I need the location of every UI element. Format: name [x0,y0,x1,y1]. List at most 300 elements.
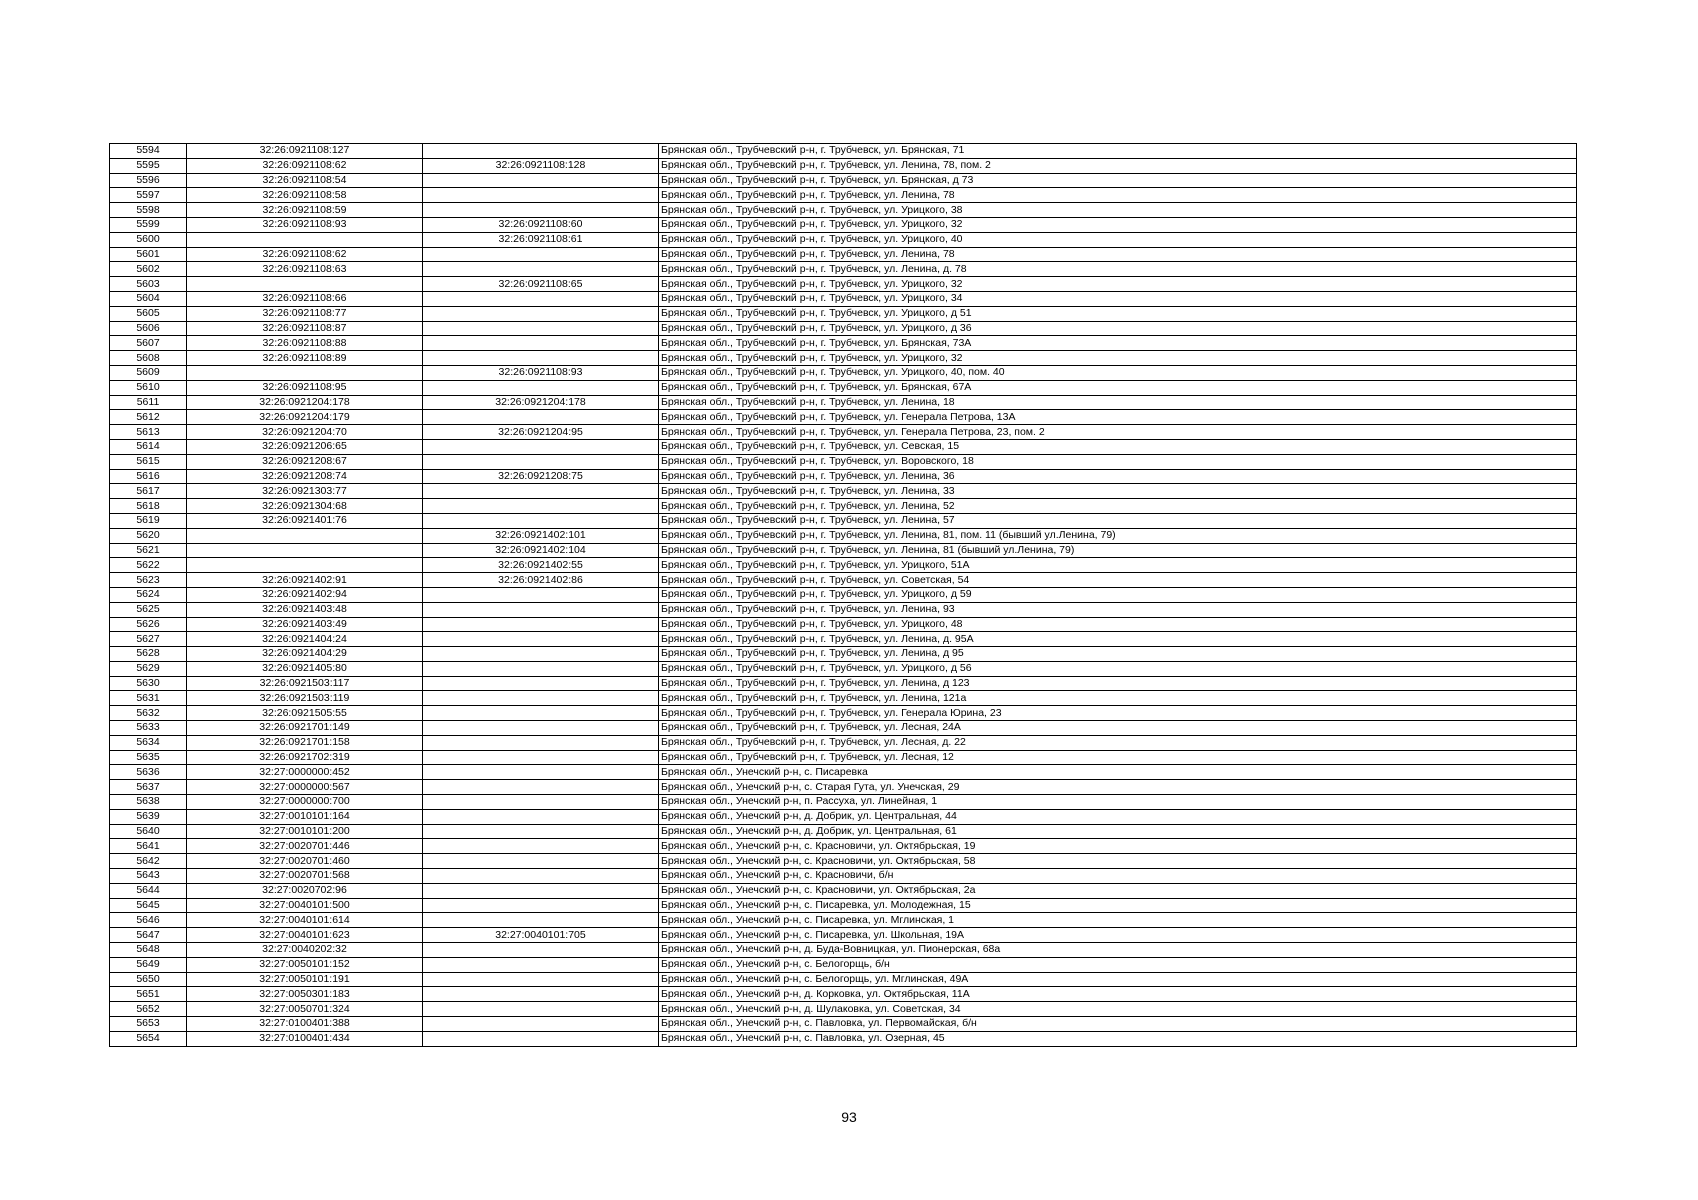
row-number-cell: 5631 [110,691,187,706]
address-cell: Брянская обл., Унечский р-н, с. Писаревка, ул. Школьная, 19А [659,928,1577,943]
related-number-cell [423,587,659,602]
row-number-cell: 5643 [110,869,187,884]
related-number-cell [423,647,659,662]
table-row [110,484,1577,499]
address-cell: Брянская обл., Унечский р-н, с. Белогорщь, б/н [659,957,1577,972]
related-number-cell [423,676,659,691]
related-number-cell [423,943,659,958]
row-number-cell: 5601 [110,247,187,262]
table-row [110,291,1577,306]
related-number-cell [423,336,659,351]
related-number-cell: 32:26:0921402:86 [423,573,659,588]
cadastral-number-cell: 32:26:0921108:59 [187,203,423,218]
table-row [110,336,1577,351]
table-row [110,365,1577,380]
table-row [110,380,1577,395]
cadastral-number-cell: 32:26:0921208:74 [187,469,423,484]
address-cell: Брянская обл., Трубчевский р-н, г. Трубчевск, ул. Урицкого, 40 [659,232,1577,247]
row-number-cell: 5596 [110,173,187,188]
row-number-cell: 5627 [110,632,187,647]
cadastral-number-cell: 32:26:0921701:149 [187,721,423,736]
address-cell: Брянская обл., Трубчевский р-н, г. Трубчевск, ул. Урицкого, д 56 [659,661,1577,676]
cadastral-number-cell: 32:26:0921108:127 [187,144,423,159]
row-number-cell: 5633 [110,721,187,736]
table-row [110,632,1577,647]
cadastral-number-cell: 32:26:0921108:89 [187,351,423,366]
related-number-cell: 32:26:0921108:128 [423,158,659,173]
address-cell: Брянская обл., Трубчевский р-н, г. Трубчевск, ул. Ленина, 57 [659,513,1577,528]
row-number-cell: 5641 [110,839,187,854]
row-number-cell: 5644 [110,883,187,898]
cadastral-number-cell: 32:26:0921404:29 [187,647,423,662]
related-number-cell [423,513,659,528]
address-cell: Брянская обл., Унечский р-н, с. Белогорщь, ул. Мглинская, 49А [659,972,1577,987]
cadastral-number-cell: 32:26:0921403:48 [187,602,423,617]
cadastral-number-cell: 32:27:0000000:567 [187,780,423,795]
cadastral-number-cell [187,543,423,558]
row-number-cell: 5600 [110,232,187,247]
related-number-cell [423,869,659,884]
address-cell: Брянская обл., Трубчевский р-н, г. Трубчевск, ул. Лесная, д. 22 [659,735,1577,750]
related-number-cell [423,454,659,469]
address-cell: Брянская обл., Унечский р-н, с. Красновичи, ул. Октябрьская, 58 [659,854,1577,869]
address-cell: Брянская обл., Трубчевский р-н, г. Трубчевск, ул. Урицкого, д 51 [659,306,1577,321]
related-number-cell [423,321,659,336]
related-number-cell [423,750,659,765]
cadastral-number-cell: 32:26:0921108:95 [187,380,423,395]
cadastral-number-cell: 32:27:0100401:434 [187,1031,423,1046]
table-row [110,573,1577,588]
related-number-cell [423,795,659,810]
table-row [110,513,1577,528]
cadastral-number-cell: 32:26:0921401:76 [187,513,423,528]
table-row [110,439,1577,454]
row-number-cell: 5623 [110,573,187,588]
address-cell: Брянская обл., Трубчевский р-н, г. Трубчевск, ул. Ленина, 81 (бывший ул.Ленина, 79) [659,543,1577,558]
related-number-cell [423,913,659,928]
address-cell: Брянская обл., Унечский р-н, с. Павловка, ул. Озерная, 45 [659,1031,1577,1046]
table-row [110,706,1577,721]
related-number-cell [423,602,659,617]
table-row [110,528,1577,543]
address-cell: Брянская обл., Трубчевский р-н, г. Трубчевск, ул. Урицкого, 34 [659,291,1577,306]
address-cell: Брянская обл., Трубчевский р-н, г. Трубчевск, ул. Урицкого, 32 [659,217,1577,232]
cadastral-number-cell: 32:27:0050101:191 [187,972,423,987]
related-number-cell [423,1031,659,1046]
table-row [110,647,1577,662]
cadastral-number-cell: 32:26:0921108:88 [187,336,423,351]
table-row [110,558,1577,573]
related-number-cell [423,262,659,277]
related-number-cell [423,809,659,824]
row-number-cell: 5617 [110,484,187,499]
table-row [110,587,1577,602]
table-row [110,765,1577,780]
row-number-cell: 5650 [110,972,187,987]
address-cell: Брянская обл., Унечский р-н, с. Писаревка [659,765,1577,780]
related-number-cell [423,765,659,780]
row-number-cell: 5645 [110,898,187,913]
table-row [110,499,1577,514]
cadastral-number-cell: 32:26:0921402:91 [187,573,423,588]
row-number-cell: 5647 [110,928,187,943]
cadastral-number-cell: 32:26:0921204:70 [187,425,423,440]
row-number-cell: 5629 [110,661,187,676]
row-number-cell: 5616 [110,469,187,484]
row-number-cell: 5637 [110,780,187,795]
cadastral-number-cell: 32:26:0921402:94 [187,587,423,602]
row-number-cell: 5653 [110,1017,187,1032]
cadastral-number-cell: 32:26:0921503:117 [187,676,423,691]
table-row [110,543,1577,558]
table-row [110,898,1577,913]
address-cell: Брянская обл., Трубчевский р-н, г. Трубчевск, ул. Ленина, 78 [659,247,1577,262]
row-number-cell: 5614 [110,439,187,454]
address-cell: Брянская обл., Трубчевский р-н, г. Трубчевск, ул. Ленина, 36 [659,469,1577,484]
table-row [110,203,1577,218]
cadastral-number-cell: 32:26:0921702:319 [187,750,423,765]
row-number-cell: 5603 [110,277,187,292]
address-cell: Брянская обл., Трубчевский р-н, г. Трубчевск, ул. Лесная, 12 [659,750,1577,765]
cadastral-number-cell: 32:26:0921204:179 [187,410,423,425]
row-number-cell: 5646 [110,913,187,928]
row-number-cell: 5649 [110,957,187,972]
row-number-cell: 5654 [110,1031,187,1046]
table-row [110,661,1577,676]
table-body [110,144,1577,1047]
address-cell: Брянская обл., Трубчевский р-н, г. Трубчевск, ул. Севская, 15 [659,439,1577,454]
row-number-cell: 5619 [110,513,187,528]
table-row [110,217,1577,232]
address-cell: Брянская обл., Унечский р-н, с. Красновичи, б/н [659,869,1577,884]
cadastral-number-cell: 32:26:0921405:80 [187,661,423,676]
table-row [110,469,1577,484]
address-cell: Брянская обл., Трубчевский р-н, г. Трубчевск, ул. Урицкого, 51А [659,558,1577,573]
table-row [110,913,1577,928]
table-row [110,158,1577,173]
related-number-cell: 32:26:0921108:61 [423,232,659,247]
page-number: 93 [841,1109,857,1125]
cadastral-number-cell [187,365,423,380]
table-row [110,928,1577,943]
related-number-cell [423,691,659,706]
cadastral-number-cell: 32:26:0921108:77 [187,306,423,321]
table-row [110,883,1577,898]
address-cell: Брянская обл., Трубчевский р-н, г. Трубчевск, ул. Ленина, 81, пом. 11 (бывший ул.Ленина, 79) [659,528,1577,543]
related-number-cell [423,706,659,721]
related-number-cell [423,306,659,321]
address-cell: Брянская обл., Трубчевский р-н, г. Трубчевск, ул. Брянская, 73А [659,336,1577,351]
cadastral-number-cell [187,277,423,292]
address-cell: Брянская обл., Трубчевский р-н, г. Трубчевск, ул. Советская, 54 [659,573,1577,588]
related-number-cell [423,661,659,676]
table-row [110,721,1577,736]
related-number-cell: 32:26:0921204:178 [423,395,659,410]
row-number-cell: 5608 [110,351,187,366]
related-number-cell [423,499,659,514]
table-row [110,972,1577,987]
cadastral-number-cell: 32:27:0040101:614 [187,913,423,928]
address-cell: Брянская обл., Трубчевский р-н, г. Трубчевск, ул. Урицкого, 38 [659,203,1577,218]
cadastral-table [109,143,1577,1047]
address-cell: Брянская обл., Трубчевский р-н, г. Трубчевск, ул. Ленина, 78, пом. 2 [659,158,1577,173]
related-number-cell [423,1002,659,1017]
row-number-cell: 5621 [110,543,187,558]
table-row [110,750,1577,765]
table-row [110,1017,1577,1032]
related-number-cell: 32:26:0921402:55 [423,558,659,573]
table-row [110,869,1577,884]
cadastral-number-cell: 32:26:0921108:87 [187,321,423,336]
related-number-cell [423,410,659,425]
row-number-cell: 5609 [110,365,187,380]
related-number-cell [423,854,659,869]
cadastral-number-cell [187,528,423,543]
related-number-cell [423,617,659,632]
cadastral-number-cell: 32:27:0020702:96 [187,883,423,898]
cadastral-number-cell: 32:26:0921108:62 [187,247,423,262]
row-number-cell: 5620 [110,528,187,543]
cadastral-number-cell: 32:27:0040101:623 [187,928,423,943]
address-cell: Брянская обл., Трубчевский р-н, г. Трубчевск, ул. Урицкого, д 59 [659,587,1577,602]
row-number-cell: 5635 [110,750,187,765]
address-cell: Брянская обл., Трубчевский р-н, г. Трубчевск, ул. Ленина, д. 78 [659,262,1577,277]
cadastral-number-cell: 32:27:0050701:324 [187,1002,423,1017]
table-row [110,306,1577,321]
related-number-cell [423,484,659,499]
related-number-cell [423,721,659,736]
related-number-cell: 32:27:0040101:705 [423,928,659,943]
row-number-cell: 5611 [110,395,187,410]
related-number-cell [423,824,659,839]
row-number-cell: 5648 [110,943,187,958]
related-number-cell [423,632,659,647]
table-row [110,617,1577,632]
table-row [110,144,1577,159]
cadastral-number-cell: 32:27:0020701:460 [187,854,423,869]
row-number-cell: 5630 [110,676,187,691]
table-row [110,277,1577,292]
row-number-cell: 5634 [110,735,187,750]
cadastral-number-cell: 32:26:0921108:62 [187,158,423,173]
related-number-cell [423,1017,659,1032]
row-number-cell: 5610 [110,380,187,395]
row-number-cell: 5636 [110,765,187,780]
cadastral-number-cell: 32:27:0010101:200 [187,824,423,839]
address-cell: Брянская обл., Унечский р-н, с. Старая Гута, ул. Унечская, 29 [659,780,1577,795]
related-number-cell [423,439,659,454]
cadastral-number-cell: 32:26:0921303:77 [187,484,423,499]
row-number-cell: 5652 [110,1002,187,1017]
cadastral-number-cell: 32:26:0921403:49 [187,617,423,632]
cadastral-number-cell: 32:27:0020701:568 [187,869,423,884]
related-number-cell [423,780,659,795]
cadastral-number-cell [187,558,423,573]
cadastral-number-cell: 32:27:0000000:700 [187,795,423,810]
row-number-cell: 5613 [110,425,187,440]
row-number-cell: 5594 [110,144,187,159]
related-number-cell [423,735,659,750]
address-cell: Брянская обл., Трубчевский р-н, г. Трубчевск, ул. Ленина, 78 [659,188,1577,203]
related-number-cell: 32:26:0921108:65 [423,277,659,292]
row-number-cell: 5625 [110,602,187,617]
related-number-cell [423,173,659,188]
table-row [110,735,1577,750]
related-number-cell: 32:26:0921108:60 [423,217,659,232]
related-number-cell [423,839,659,854]
cadastral-number-cell: 32:27:0100401:388 [187,1017,423,1032]
table-row [110,188,1577,203]
table-row [110,987,1577,1002]
row-number-cell: 5607 [110,336,187,351]
related-number-cell [423,351,659,366]
address-cell: Брянская обл., Унечский р-н, с. Писаревка, ул. Мглинская, 1 [659,913,1577,928]
address-cell: Брянская обл., Трубчевский р-н, г. Трубчевск, ул. Брянская, 71 [659,144,1577,159]
related-number-cell: 32:26:0921208:75 [423,469,659,484]
table-row [110,780,1577,795]
table-row [110,232,1577,247]
address-cell: Брянская обл., Трубчевский р-н, г. Трубчевск, ул. Лесная, 24А [659,721,1577,736]
row-number-cell: 5618 [110,499,187,514]
address-cell: Брянская обл., Трубчевский р-н, г. Трубчевск, ул. Брянская, 67А [659,380,1577,395]
table-row [110,454,1577,469]
row-number-cell: 5628 [110,647,187,662]
cadastral-number-cell: 32:27:0020701:446 [187,839,423,854]
table-row [110,854,1577,869]
table-row [110,824,1577,839]
address-cell: Брянская обл., Унечский р-н, д. Добрик, ул. Центральная, 44 [659,809,1577,824]
table-row [110,1031,1577,1046]
address-cell: Брянская обл., Унечский р-н, д. Буда-Вовницкая, ул. Пионерская, 68а [659,943,1577,958]
table-row [110,351,1577,366]
cadastral-number-cell: 32:26:0921108:58 [187,188,423,203]
row-number-cell: 5651 [110,987,187,1002]
address-cell: Брянская обл., Трубчевский р-н, г. Трубчевск, ул. Урицкого, 40, пом. 40 [659,365,1577,380]
cadastral-number-cell: 32:26:0921208:67 [187,454,423,469]
address-cell: Брянская обл., Унечский р-н, с. Павловка, ул. Первомайская, б/н [659,1017,1577,1032]
table-row [110,395,1577,410]
address-cell: Брянская обл., Трубчевский р-н, г. Трубчевск, ул. Ленина, д. 95А [659,632,1577,647]
row-number-cell: 5632 [110,706,187,721]
address-cell: Брянская обл., Трубчевский р-н, г. Трубчевск, ул. Урицкого, 32 [659,351,1577,366]
address-cell: Брянская обл., Трубчевский р-н, г. Трубчевск, ул. Ленина, 121а [659,691,1577,706]
cadastral-number-cell: 32:27:0040202:32 [187,943,423,958]
row-number-cell: 5595 [110,158,187,173]
table-row [110,410,1577,425]
cadastral-number-cell: 32:26:0921108:93 [187,217,423,232]
row-number-cell: 5642 [110,854,187,869]
table-row [110,691,1577,706]
related-number-cell [423,987,659,1002]
address-cell: Брянская обл., Трубчевский р-н, г. Трубчевск, ул. Ленина, 33 [659,484,1577,499]
cadastral-number-cell: 32:26:0921206:65 [187,439,423,454]
related-number-cell: 32:26:0921204:95 [423,425,659,440]
address-cell: Брянская обл., Трубчевский р-н, г. Трубчевск, ул. Ленина, 52 [659,499,1577,514]
cadastral-number-cell: 32:26:0921503:119 [187,691,423,706]
row-number-cell: 5605 [110,306,187,321]
table-row [110,809,1577,824]
cadastral-number-cell: 32:26:0921108:54 [187,173,423,188]
row-number-cell: 5639 [110,809,187,824]
address-cell: Брянская обл., Унечский р-н, с. Красновичи, ул. Октябрьская, 2а [659,883,1577,898]
address-cell: Брянская обл., Унечский р-н, д. Добрик, ул. Центральная, 61 [659,824,1577,839]
related-number-cell [423,144,659,159]
address-cell: Брянская обл., Унечский р-н, с. Писаревка, ул. Молодежная, 15 [659,898,1577,913]
address-cell: Брянская обл., Унечский р-н, п. Рассуха, ул. Линейная, 1 [659,795,1577,810]
row-number-cell: 5604 [110,291,187,306]
cadastral-number-cell: 32:27:0010101:164 [187,809,423,824]
cadastral-number-cell: 32:27:0000000:452 [187,765,423,780]
related-number-cell [423,957,659,972]
cadastral-number-cell: 32:27:0050301:183 [187,987,423,1002]
cadastral-number-cell: 32:26:0921404:24 [187,632,423,647]
row-number-cell: 5640 [110,824,187,839]
related-number-cell [423,972,659,987]
table-row [110,957,1577,972]
row-number-cell: 5612 [110,410,187,425]
row-number-cell: 5598 [110,203,187,218]
address-cell: Брянская обл., Трубчевский р-н, г. Трубчевск, ул. Ленина, д 95 [659,647,1577,662]
cadastral-number-cell: 32:26:0921108:63 [187,262,423,277]
related-number-cell [423,247,659,262]
cadastral-number-cell: 32:27:0040101:500 [187,898,423,913]
table-row [110,173,1577,188]
cadastral-number-cell: 32:26:0921204:178 [187,395,423,410]
address-cell: Брянская обл., Трубчевский р-н, г. Трубчевск, ул. Брянская, д 73 [659,173,1577,188]
row-number-cell: 5615 [110,454,187,469]
table-row [110,1002,1577,1017]
table-row [110,262,1577,277]
row-number-cell: 5638 [110,795,187,810]
address-cell: Брянская обл., Трубчевский р-н, г. Трубчевск, ул. Урицкого, 32 [659,277,1577,292]
related-number-cell [423,188,659,203]
related-number-cell: 32:26:0921402:101 [423,528,659,543]
row-number-cell: 5599 [110,217,187,232]
address-cell: Брянская обл., Трубчевский р-н, г. Трубчевск, ул. Ленина, д 123 [659,676,1577,691]
related-number-cell: 32:26:0921108:93 [423,365,659,380]
cadastral-number-cell: 32:26:0921505:55 [187,706,423,721]
cadastral-number-cell: 32:26:0921108:66 [187,291,423,306]
cadastral-number-cell [187,232,423,247]
related-number-cell [423,291,659,306]
cadastral-number-cell: 32:26:0921304:68 [187,499,423,514]
related-number-cell [423,380,659,395]
table-row [110,676,1577,691]
address-cell: Брянская обл., Трубчевский р-н, г. Трубчевск, ул. Урицкого, 48 [659,617,1577,632]
related-number-cell [423,898,659,913]
row-number-cell: 5606 [110,321,187,336]
address-cell: Брянская обл., Трубчевский р-н, г. Трубчевск, ул. Генерала Петрова, 13А [659,410,1577,425]
address-cell: Брянская обл., Трубчевский р-н, г. Трубчевск, ул. Ленина, 18 [659,395,1577,410]
address-cell: Брянская обл., Трубчевский р-н, г. Трубчевск, ул. Генерала Петрова, 23, пом. 2 [659,425,1577,440]
address-cell: Брянская обл., Унечский р-н, д. Шулаковка, ул. Советская, 34 [659,1002,1577,1017]
address-cell: Брянская обл., Трубчевский р-н, г. Трубчевск, ул. Урицкого, д 36 [659,321,1577,336]
address-cell: Брянская обл., Унечский р-н, д. Корковка, ул. Октябрьская, 11А [659,987,1577,1002]
row-number-cell: 5602 [110,262,187,277]
address-cell: Брянская обл., Трубчевский р-н, г. Трубчевск, ул. Генерала Юрина, 23 [659,706,1577,721]
related-number-cell: 32:26:0921402:104 [423,543,659,558]
table-row [110,425,1577,440]
row-number-cell: 5622 [110,558,187,573]
row-number-cell: 5626 [110,617,187,632]
related-number-cell [423,203,659,218]
address-cell: Брянская обл., Трубчевский р-н, г. Трубчевск, ул. Воровского, 18 [659,454,1577,469]
related-number-cell [423,883,659,898]
table-row [110,795,1577,810]
address-cell: Брянская обл., Унечский р-н, с. Красновичи, ул. Октябрьская, 19 [659,839,1577,854]
table-row [110,602,1577,617]
row-number-cell: 5624 [110,587,187,602]
